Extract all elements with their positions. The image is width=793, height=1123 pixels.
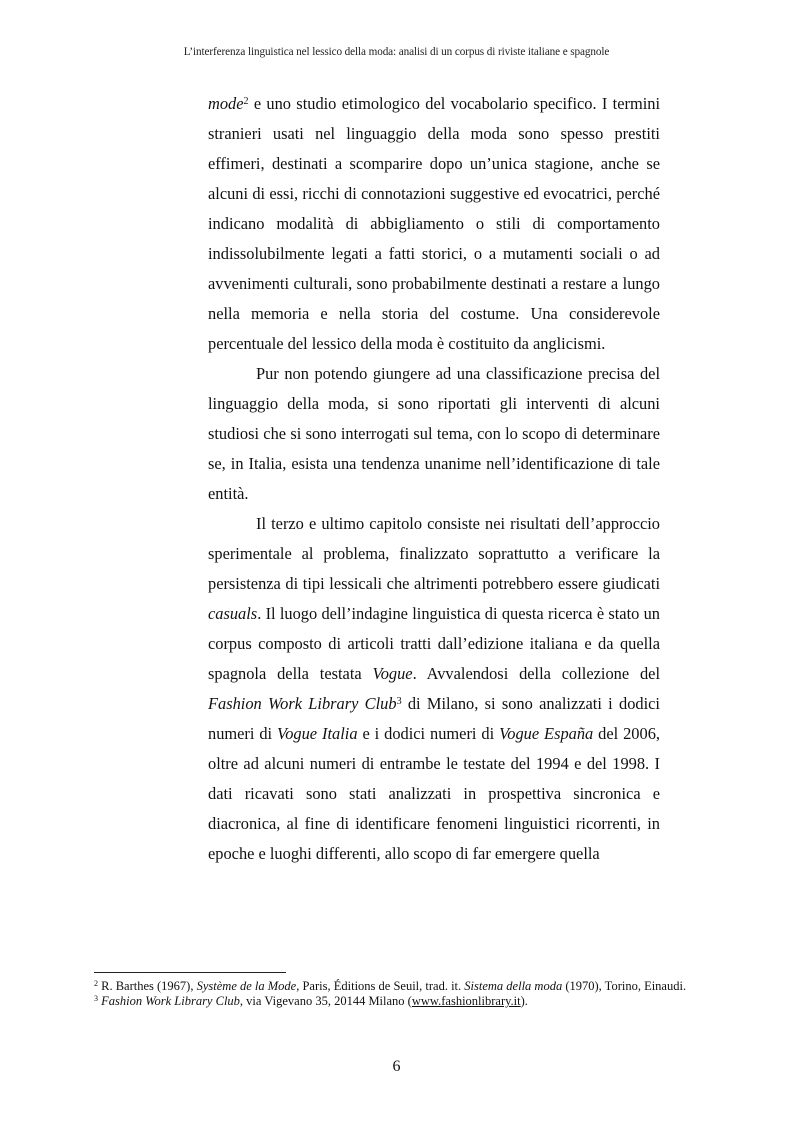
footnotes [94, 979, 688, 1009]
footnote-2-em-b: Sistema della moda [464, 979, 563, 993]
page-number: 6 [392, 1058, 401, 1075]
paragraph-3-text-c: . Avvalendosi della collezione del [412, 664, 660, 683]
paragraph-3-text-d: di Milano, si sono analizzati i dodici numeri di [208, 694, 660, 743]
em-casuals: casuals [208, 604, 258, 623]
footnote-3-em: Fashion Work Library Club [101, 994, 240, 1008]
paragraph-2-text: Pur non potendo giungere ad una classificazione precisa del linguaggio della moda, si sono riportati gli interventi di alcuni studiosi che si sono interrogati sul tema, con lo scopo di determinare se, in Italia, esista una tendenza unanime nell’identificazione di tale entità. [208, 364, 660, 503]
paragraph-2 [208, 359, 660, 509]
paragraph-3-text-f: del 2006, oltre ad alcuni numeri di entrambe le testate del 1994 e del 1998. I dati ricavati sono stati analizzati in prospettiva sincronica e diacronica, al fine di identificare fenomeni linguistici ricorrenti, in epoche e luoghi differenti, allo scopo di far emergere quella [208, 724, 660, 863]
paragraph-3-text-a: Il terzo e ultimo capitolo consiste nei risultati dell’approccio sperimentale al problema, finalizzato soprattutto a verificare la persistenza di tipi lessicali che altrimenti potrebbero essere giudicati [208, 514, 660, 593]
em-vogue-espana: Vogue España [499, 724, 594, 743]
em-vogue-italia: Vogue Italia [277, 724, 358, 743]
paragraph-1 [208, 89, 660, 359]
footnote-2-number: 2 [94, 979, 98, 988]
footnote-ref-2[interactable]: 2 [243, 96, 249, 107]
running-header: L’interferenza linguistica nel lessico della moda: analisi di un corpus di riviste italiane e spagnole [183, 46, 610, 58]
em-fashion-work-library-club: Fashion Work Library Club [208, 694, 397, 713]
body-text [208, 89, 660, 869]
footnote-3-text-a: , via Vigevano 35, 20144 Milano ( [239, 994, 412, 1008]
footnote-3-text-b: ). [520, 994, 528, 1008]
paragraph-3 [208, 509, 660, 869]
footnote-separator [94, 972, 286, 973]
em-mode: mode [208, 94, 244, 113]
em-vogue: Vogue [372, 664, 413, 683]
footnote-2 [94, 979, 688, 994]
footnote-3 [94, 994, 688, 1009]
footnote-3-link[interactable]: www.fashionlibrary.it [411, 994, 521, 1008]
footnote-2-text-c: (1970), Torino, Einaudi. [562, 979, 687, 993]
footnote-2-text-b: , Paris, Éditions de Seuil, trad. it. [296, 979, 465, 993]
footnote-2-text-a: R. Barthes (1967), [98, 979, 197, 993]
paragraph-1-text: e uno studio etimologico del vocabolario specifico. I termini stranieri usati nel linguaggio della moda sono spesso prestiti effimeri, destinati a scomparire dopo un’unica stagione, anche se alcuni di essi, ricchi di connotazioni suggestive ed evocatrici, perché indicano modalità di abbigliamento o stili di comportamento indissolubilmente legati a fatti storici, o a mutamenti sociali o ad avvenimenti culturali, sono probabilmente destinati a restare a lungo nella memoria e nella storia del costume. Una considerevole percentuale del lessico della moda è costituito da anglicismi. [208, 94, 660, 353]
paragraph-3-text-e: e i dodici numeri di [357, 724, 500, 743]
paragraph-3-text-b: . Il luogo dell’indagine linguistica di questa ricerca è stato un corpus composto di articoli tratti dall’edizione italiana e da quella spagnola della testata [208, 604, 660, 683]
footnote-2-em-a: Système de la Mode [196, 979, 297, 993]
footnote-ref-3[interactable]: 3 [396, 696, 402, 707]
footnote-3-number: 3 [94, 994, 98, 1003]
